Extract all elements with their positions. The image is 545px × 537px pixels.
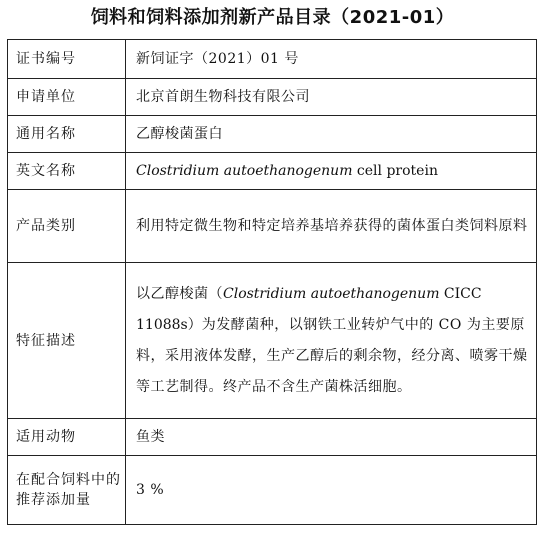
english-name-value xyxy=(126,153,537,190)
table-row-certificate-no xyxy=(8,40,537,79)
features-value xyxy=(126,263,537,419)
english-name-species: Clostridium autoethanogenum xyxy=(136,163,353,179)
features-text-after: 为发酵菌种，以钢铁工业转炉气中的 CO 为主要原料，采用液体发酵，生产乙醇后的剩余物，经分离、喷雾干燥等工艺制得。终产品不含生产菌株活细胞。 xyxy=(136,316,528,395)
features-species: Clostridium autoethanogenum xyxy=(223,285,440,302)
english-name-label: 英文名称 xyxy=(8,153,126,190)
applicant-label: 申请单位 xyxy=(8,79,126,116)
applicant-value: 北京首朗生物科技有限公司 xyxy=(126,79,537,116)
features-strain: CICC 11088s） xyxy=(136,285,482,333)
table-row-recommended-dosage xyxy=(8,456,537,525)
recommended-dosage-value: 3 % xyxy=(126,456,537,525)
recommended-dosage-label: 在配合饲料中的推荐添加量 xyxy=(8,456,126,525)
table-row-applicant xyxy=(8,79,537,116)
category-value: 利用特定微生物和特定培养基培养获得的菌体蛋白类饲料原料 xyxy=(126,190,537,263)
category-label: 产品类别 xyxy=(8,190,126,263)
target-animals-value: 鱼类 xyxy=(126,419,537,456)
table-row-target-animals xyxy=(8,419,537,456)
product-catalog-table xyxy=(7,39,537,525)
common-name-label: 通用名称 xyxy=(8,116,126,153)
table-row-english-name xyxy=(8,153,537,190)
certificate-no-value: 新饲证字（2021）01 号 xyxy=(126,40,537,79)
target-animals-label: 适用动物 xyxy=(8,419,126,456)
table-row-features xyxy=(8,263,537,419)
english-name-suffix: cell protein xyxy=(352,163,438,179)
common-name-value: 乙醇梭菌蛋白 xyxy=(126,116,537,153)
features-label: 特征描述 xyxy=(8,263,126,419)
certificate-no-label: 证书编号 xyxy=(8,40,126,79)
table-row-category xyxy=(8,190,537,263)
document-title: 饲料和饲料添加剂新产品目录（2021-01） xyxy=(90,7,455,28)
features-text-before: 以乙醇梭菌（ xyxy=(136,285,223,302)
table-row-common-name xyxy=(8,116,537,153)
